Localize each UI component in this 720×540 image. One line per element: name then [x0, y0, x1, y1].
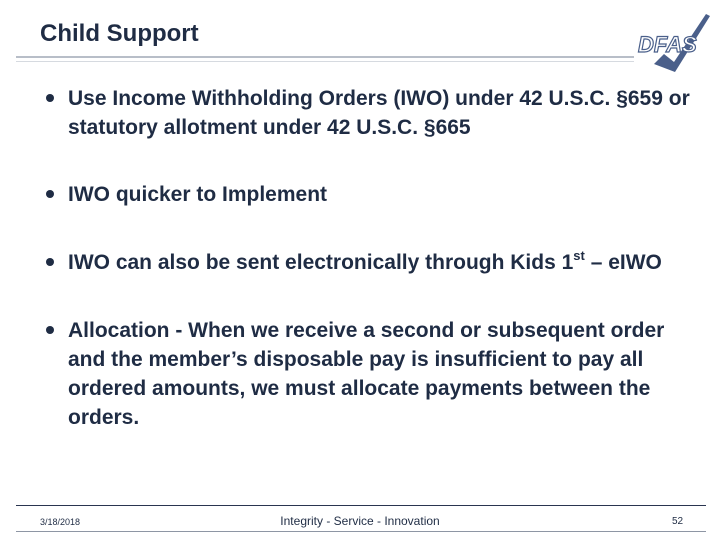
- bullet-text-part2: – eIWO: [584, 251, 662, 274]
- bullet-item: [44, 180, 694, 209]
- bullet-text-part1: IWO can also be sent electronically through Kids 1: [68, 251, 574, 274]
- bullet-superscript: st: [573, 248, 585, 263]
- slide-title: Child Support: [40, 20, 199, 47]
- footer-motto: Integrity - Service - Innovation: [280, 514, 440, 528]
- bullet-dot: [46, 326, 54, 334]
- bullet-text: Use Income Withholding Orders (IWO) under 42 U.S.C. §659 or statutory allotment under 42 U.S.C. §665: [68, 87, 690, 139]
- footer-date: 3/18/2018: [40, 517, 81, 527]
- bullet-item: [44, 248, 694, 277]
- title-divider: [16, 56, 634, 58]
- bullet-item: [44, 316, 694, 432]
- bullet-list: [44, 84, 694, 432]
- bullet-text: Allocation - When we receive a second or subsequent order and the member’s disposable pay is insufficient to pay all ordered amounts, we must allocate payments between the orders.: [68, 319, 665, 429]
- footer-page-number: 52: [672, 516, 684, 527]
- bullet-dot: [46, 94, 54, 102]
- footer-divider-bottom: [16, 531, 706, 532]
- title-divider-secondary: [16, 61, 634, 62]
- bullet-text: IWO quicker to Implement: [68, 183, 328, 206]
- footer-divider: [16, 505, 706, 506]
- bullet-item: [44, 84, 694, 142]
- dfas-logo: [634, 6, 714, 76]
- bullet-dot: [46, 258, 54, 266]
- logo-text: DFAS: [638, 32, 697, 57]
- bullet-dot: [46, 190, 54, 198]
